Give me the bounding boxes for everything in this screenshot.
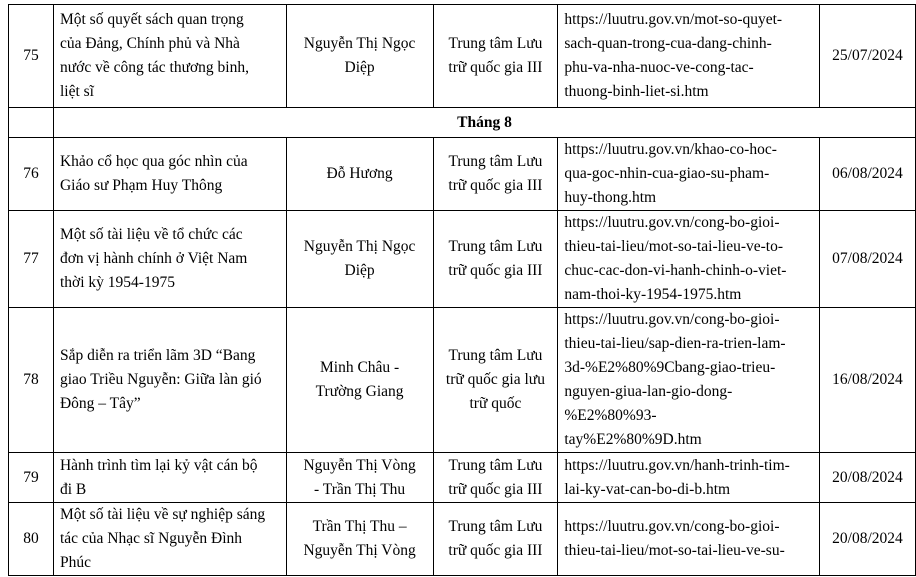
month-row	[9, 108, 916, 138]
article-link	[558, 453, 820, 503]
article-title-line: Giáo sư Phạm Huy Thông	[59, 177, 223, 194]
author-name-line: Minh Châu -	[319, 359, 400, 376]
article-title	[53, 503, 286, 576]
article-link-line: sach-quan-trong-cua-dang-chinh-	[564, 35, 772, 52]
publishing-unit-line: trữ quốc gia III	[448, 59, 543, 76]
article-link-line: lai-ky-vat-can-bo-di-b.htm	[564, 480, 731, 498]
article-title-line: liệt sĩ	[59, 83, 94, 100]
article-link-line: thuong-binh-liet-si.htm	[564, 83, 709, 100]
article-title	[53, 5, 286, 108]
author-name-line: - Trần Thị Thu	[314, 480, 406, 498]
row-number: 76	[9, 138, 54, 211]
table-body	[9, 5, 916, 576]
publishing-unit-line: trữ quốc gia III	[448, 262, 543, 279]
row-number: 77	[9, 211, 54, 308]
publish-date: 20/08/2024	[819, 453, 915, 503]
article-title	[53, 211, 286, 308]
publishing-unit-line: Trung tâm Lưu	[448, 153, 543, 170]
article-title-line: Hành trình tìm lại kỷ vật cán bộ	[59, 456, 258, 474]
article-link-line: https://luutru.gov.vn/cong-bo-gioi-	[564, 518, 780, 535]
article-title	[53, 308, 286, 453]
author-name	[286, 308, 433, 453]
article-link	[558, 5, 820, 108]
publishing-unit-line: trữ quốc	[469, 395, 522, 412]
table-row	[9, 503, 916, 576]
author-name-line: Đỗ Hương	[326, 165, 393, 182]
author-name-line: Nguyễn Thị Vòng	[303, 542, 416, 559]
author-name-line: Diệp	[344, 262, 375, 279]
article-link-line: https://luutru.gov.vn/cong-bo-gioi-	[564, 214, 780, 231]
article-link-line: https://luutru.gov.vn/khao-co-hoc-	[564, 141, 777, 158]
article-link	[558, 211, 820, 308]
month-heading: Tháng 8	[53, 108, 915, 138]
publishing-unit-line: Trung tâm Lưu	[448, 456, 543, 474]
table-row	[9, 453, 916, 503]
publishing-unit-line: Trung tâm Lưu	[448, 347, 543, 364]
publishing-unit-line: Trung tâm Lưu	[448, 518, 543, 535]
author-name	[286, 453, 433, 503]
article-title	[53, 138, 286, 211]
article-title-line: thời kỳ 1954-1975	[59, 274, 175, 291]
publish-date: 06/08/2024	[819, 138, 915, 211]
table-row	[9, 211, 916, 308]
row-number: 78	[9, 308, 54, 453]
publishing-unit-line: Trung tâm Lưu	[448, 238, 543, 255]
article-link-line: huy-thong.htm	[564, 189, 657, 206]
table-row	[9, 138, 916, 211]
article-link-line: 3d-%E2%80%9Cbang-giao-trieu-	[564, 359, 776, 376]
publish-date: 16/08/2024	[819, 308, 915, 453]
article-title-line: Đông – Tây”	[59, 395, 141, 412]
publishing-unit-line: trữ quốc gia III	[448, 542, 543, 559]
article-title	[53, 453, 286, 503]
publishing-unit	[433, 5, 558, 108]
author-name-line: Trường Giang	[315, 383, 404, 400]
article-link-line: nam-thoi-ky-1954-1975.htm	[564, 286, 742, 303]
publishing-unit-line: trữ quốc gia III	[448, 480, 543, 498]
author-name-line: Trần Thị Thu –	[312, 518, 407, 535]
article-title-line: Phúc	[59, 554, 91, 571]
author-name	[286, 503, 433, 576]
article-title-line: Một số tài liệu về sự nghiệp sáng	[59, 506, 266, 523]
publishing-unit	[433, 138, 558, 211]
article-link-line: thieu-tai-lieu/mot-so-tai-lieu-ve-su-	[564, 542, 785, 559]
article-link-line: https://luutru.gov.vn/cong-bo-gioi-	[564, 311, 780, 328]
article-title-line: giao Triều Nguyễn: Giữa làn gió	[59, 371, 262, 388]
article-title-line: Khảo cổ học qua góc nhìn của	[59, 153, 248, 170]
article-title-line: Một số tài liệu về tổ chức các	[59, 226, 243, 243]
article-link-line: thieu-tai-lieu/mot-so-tai-lieu-ve-to-	[564, 238, 784, 255]
author-name	[286, 5, 433, 108]
table-row	[9, 308, 916, 453]
document-table	[8, 4, 916, 576]
article-link-line: thieu-tai-lieu/sap-dien-ra-trien-lam-	[564, 335, 786, 352]
article-link-line: chuc-cac-don-vi-hanh-chinh-o-viet-	[564, 262, 787, 279]
article-link	[558, 503, 820, 576]
article-link-line: %E2%80%93-	[564, 407, 657, 424]
article-title-line: của Đảng, Chính phủ và Nhà	[59, 35, 240, 52]
article-link-line: nguyen-giua-lan-gio-dong-	[564, 383, 733, 400]
author-name-line: Diệp	[344, 59, 375, 76]
article-link-line: tay%E2%80%9D.htm	[564, 431, 702, 448]
publishing-unit-line: Trung tâm Lưu	[448, 35, 543, 52]
article-title-line: đi B	[59, 480, 87, 498]
article-link	[558, 138, 820, 211]
author-name-line: Nguyễn Thị Vòng	[303, 456, 416, 474]
article-link-line: https://luutru.gov.vn/hanh-trinh-tim-	[564, 456, 790, 474]
author-name-line: Nguyễn Thị Ngọc	[303, 238, 416, 255]
author-name	[286, 138, 433, 211]
article-link-line: https://luutru.gov.vn/mot-so-quyet-	[564, 11, 783, 28]
author-name	[286, 211, 433, 308]
publishing-unit	[433, 503, 558, 576]
publishing-unit-line: trữ quốc gia lưu	[445, 371, 545, 388]
publishing-unit	[433, 308, 558, 453]
row-number: 79	[9, 453, 54, 503]
publishing-unit	[433, 211, 558, 308]
article-link-line: qua-goc-nhin-cua-giao-su-pham-	[564, 165, 770, 182]
table-row	[9, 5, 916, 108]
publishing-unit	[433, 453, 558, 503]
article-link	[558, 308, 820, 453]
row-number: 75	[9, 5, 54, 108]
publish-date: 25/07/2024	[819, 5, 915, 108]
article-link-line: phu-va-nha-nuoc-ve-cong-tac-	[564, 59, 754, 76]
article-title-line: Sắp diễn ra triển lãm 3D “Bang	[59, 347, 256, 364]
publish-date: 20/08/2024	[819, 503, 915, 576]
article-title-line: tác của Nhạc sĩ Nguyễn Đình	[59, 530, 243, 547]
article-title-line: nước về công tác thương binh,	[59, 59, 249, 76]
row-number: 80	[9, 503, 54, 576]
article-title-line: đơn vị hành chính ở Việt Nam	[59, 250, 248, 267]
author-name-line: Nguyễn Thị Ngọc	[303, 35, 416, 52]
month-row-stt-cell	[9, 108, 54, 138]
article-title-line: Một số quyết sách quan trọng	[59, 11, 244, 28]
publishing-unit-line: trữ quốc gia III	[448, 177, 543, 194]
publish-date: 07/08/2024	[819, 211, 915, 308]
